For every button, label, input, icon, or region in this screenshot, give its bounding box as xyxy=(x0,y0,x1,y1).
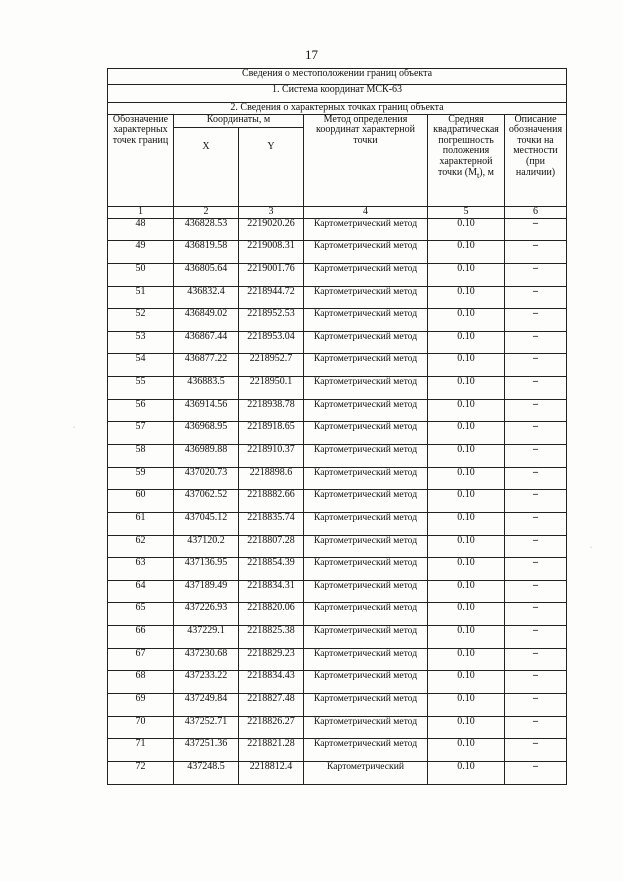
description-cell: – xyxy=(505,535,567,558)
accuracy-cell: 0.10 xyxy=(428,648,505,671)
table-row xyxy=(108,648,567,671)
method-cell: Картометрический метод xyxy=(304,399,428,422)
point-number-cell: 52 xyxy=(108,309,174,332)
y-coordinate-cell: 2218952.7 xyxy=(239,354,304,377)
x-coordinate-cell: 436867.44 xyxy=(174,331,239,354)
x-coordinate-cell: 437045.12 xyxy=(174,512,239,535)
method-cell: Картометрический метод xyxy=(304,377,428,400)
method-cell: Картометрический метод xyxy=(304,580,428,603)
x-coordinate-cell: 437230.68 xyxy=(174,648,239,671)
point-number-cell: 54 xyxy=(108,354,174,377)
point-number-cell: 65 xyxy=(108,603,174,626)
page-number: 17 xyxy=(305,47,318,62)
points-section-title: 2. Сведения о характерных точках границ объекта xyxy=(108,103,567,115)
description-cell: – xyxy=(505,286,567,309)
method-cell: Картометрический метод xyxy=(304,218,428,241)
point-number-cell: 67 xyxy=(108,648,174,671)
y-coordinate-cell: 2218898.6 xyxy=(239,467,304,490)
accuracy-cell: 0.10 xyxy=(428,377,505,400)
accuracy-cell: 0.10 xyxy=(428,241,505,264)
x-coordinate-cell: 437249.84 xyxy=(174,694,239,717)
point-number-cell: 50 xyxy=(108,263,174,286)
point-number-cell: 62 xyxy=(108,535,174,558)
table-row xyxy=(108,218,567,241)
y-coordinate-cell: 2218834.31 xyxy=(239,580,304,603)
x-coordinate-cell: 436819.58 xyxy=(174,241,239,264)
method-cell: Картометрический xyxy=(304,761,428,784)
header-accuracy: Средняя квадратическая погрешность положения характерной точки $(M_t)$, м xyxy=(428,114,505,206)
accuracy-cell: 0.10 xyxy=(428,490,505,513)
table-row xyxy=(108,399,567,422)
description-cell: – xyxy=(505,580,567,603)
accuracy-cell: 0.10 xyxy=(428,716,505,739)
header-y: Y xyxy=(239,127,304,206)
accuracy-cell: 0.10 xyxy=(428,331,505,354)
boundary-points-table xyxy=(107,68,567,785)
table-row xyxy=(108,671,567,694)
description-cell: – xyxy=(505,671,567,694)
x-coordinate-cell: 437248.5 xyxy=(174,761,239,784)
x-coordinate-cell: 436805.64 xyxy=(174,263,239,286)
x-coordinate-cell: 437120.2 xyxy=(174,535,239,558)
accuracy-cell: 0.10 xyxy=(428,263,505,286)
method-cell: Картометрический метод xyxy=(304,671,428,694)
accuracy-cell: 0.10 xyxy=(428,445,505,468)
coord-system-label: 1. Система координат МСК-63 xyxy=(108,85,567,103)
x-coordinate-cell: 436828.53 xyxy=(174,218,239,241)
x-coordinate-cell: 436968.95 xyxy=(174,422,239,445)
y-coordinate-cell: 2218950.1 xyxy=(239,377,304,400)
method-cell: Картометрический метод xyxy=(304,512,428,535)
accuracy-cell: 0.10 xyxy=(428,761,505,784)
y-coordinate-cell: 2219008.31 xyxy=(239,241,304,264)
header-coords: Координаты, м xyxy=(174,114,304,127)
point-number-cell: 53 xyxy=(108,331,174,354)
table-row xyxy=(108,761,567,784)
accuracy-cell: 0.10 xyxy=(428,694,505,717)
column-number: 2 xyxy=(174,206,239,218)
column-number: 6 xyxy=(505,206,567,218)
table-row xyxy=(108,241,567,264)
point-number-cell: 56 xyxy=(108,399,174,422)
method-cell: Картометрический метод xyxy=(304,467,428,490)
table-row xyxy=(108,286,567,309)
point-number-cell: 68 xyxy=(108,671,174,694)
description-cell: – xyxy=(505,648,567,671)
description-cell: – xyxy=(505,445,567,468)
point-number-cell: 57 xyxy=(108,422,174,445)
description-cell: – xyxy=(505,263,567,286)
description-cell: – xyxy=(505,558,567,581)
table-row xyxy=(108,535,567,558)
method-cell: Картометрический метод xyxy=(304,739,428,762)
y-coordinate-cell: 2218820.06 xyxy=(239,603,304,626)
accuracy-cell: 0.10 xyxy=(428,558,505,581)
point-number-cell: 55 xyxy=(108,377,174,400)
table-row xyxy=(108,694,567,717)
accuracy-cell: 0.10 xyxy=(428,467,505,490)
column-number: 3 xyxy=(239,206,304,218)
y-coordinate-cell: 2218938.78 xyxy=(239,399,304,422)
method-cell: Картометрический метод xyxy=(304,241,428,264)
point-number-cell: 48 xyxy=(108,218,174,241)
x-coordinate-cell: 437189.49 xyxy=(174,580,239,603)
x-coordinate-cell: 436914.56 xyxy=(174,399,239,422)
table-row xyxy=(108,377,567,400)
description-cell: – xyxy=(505,761,567,784)
description-cell: – xyxy=(505,467,567,490)
table-row xyxy=(108,558,567,581)
scan-speck: · xyxy=(73,425,75,431)
method-cell: Картометрический метод xyxy=(304,445,428,468)
header-method: Метод определения координат характерной точки xyxy=(304,114,428,206)
y-coordinate-cell: 2218918.65 xyxy=(239,422,304,445)
x-coordinate-cell: 437252.71 xyxy=(174,716,239,739)
description-cell: – xyxy=(505,218,567,241)
point-number-cell: 63 xyxy=(108,558,174,581)
accuracy-cell: 0.10 xyxy=(428,603,505,626)
description-cell: – xyxy=(505,626,567,649)
x-coordinate-cell: 436883.5 xyxy=(174,377,239,400)
x-coordinate-cell: 437136.95 xyxy=(174,558,239,581)
table-row xyxy=(108,490,567,513)
description-cell: – xyxy=(505,694,567,717)
header-x: X xyxy=(174,127,239,206)
column-number: 5 xyxy=(428,206,505,218)
x-coordinate-cell: 436877.22 xyxy=(174,354,239,377)
method-cell: Картометрический метод xyxy=(304,558,428,581)
method-cell: Картометрический метод xyxy=(304,286,428,309)
point-number-cell: 64 xyxy=(108,580,174,603)
y-coordinate-cell: 2218807.28 xyxy=(239,535,304,558)
x-coordinate-cell: 437020.73 xyxy=(174,467,239,490)
table-row xyxy=(108,422,567,445)
table-row xyxy=(108,467,567,490)
y-coordinate-cell: 2218825.38 xyxy=(239,626,304,649)
table-row xyxy=(108,445,567,468)
y-coordinate-cell: 2218953.04 xyxy=(239,331,304,354)
point-number-cell: 49 xyxy=(108,241,174,264)
method-cell: Картометрический метод xyxy=(304,263,428,286)
accuracy-cell: 0.10 xyxy=(428,512,505,535)
scan-speck: · xyxy=(590,545,592,551)
method-cell: Картометрический метод xyxy=(304,535,428,558)
x-coordinate-cell: 437233.22 xyxy=(174,671,239,694)
y-coordinate-cell: 2219020.26 xyxy=(239,218,304,241)
accuracy-cell: 0.10 xyxy=(428,286,505,309)
point-number-cell: 61 xyxy=(108,512,174,535)
y-coordinate-cell: 2218835.74 xyxy=(239,512,304,535)
method-cell: Картометрический метод xyxy=(304,626,428,649)
method-cell: Картометрический метод xyxy=(304,331,428,354)
table-row xyxy=(108,603,567,626)
y-coordinate-cell: 2218821.28 xyxy=(239,739,304,762)
y-coordinate-cell: 2218812.4 xyxy=(239,761,304,784)
description-cell: – xyxy=(505,739,567,762)
method-cell: Картометрический метод xyxy=(304,422,428,445)
description-cell: – xyxy=(505,309,567,332)
point-number-cell: 60 xyxy=(108,490,174,513)
table-row xyxy=(108,626,567,649)
x-coordinate-cell: 436849.02 xyxy=(174,309,239,332)
x-coordinate-cell: 437062.52 xyxy=(174,490,239,513)
y-coordinate-cell: 2218944.72 xyxy=(239,286,304,309)
method-cell: Картометрический метод xyxy=(304,694,428,717)
y-coordinate-cell: 2218826.27 xyxy=(239,716,304,739)
method-cell: Картометрический метод xyxy=(304,716,428,739)
table-caption: Сведения о местоположении границ объекта xyxy=(108,69,567,85)
table-row xyxy=(108,739,567,762)
accuracy-cell: 0.10 xyxy=(428,739,505,762)
table-row xyxy=(108,716,567,739)
point-number-cell: 71 xyxy=(108,739,174,762)
y-coordinate-cell: 2218882.66 xyxy=(239,490,304,513)
description-cell: – xyxy=(505,377,567,400)
y-coordinate-cell: 2218829.23 xyxy=(239,648,304,671)
accuracy-cell: 0.10 xyxy=(428,399,505,422)
x-coordinate-cell: 436832.4 xyxy=(174,286,239,309)
y-coordinate-cell: 2218834.43 xyxy=(239,671,304,694)
accuracy-cell: 0.10 xyxy=(428,354,505,377)
accuracy-cell: 0.10 xyxy=(428,626,505,649)
description-cell: – xyxy=(505,422,567,445)
x-coordinate-cell: 436989.88 xyxy=(174,445,239,468)
description-cell: – xyxy=(505,716,567,739)
accuracy-cell: 0.10 xyxy=(428,309,505,332)
point-number-cell: 70 xyxy=(108,716,174,739)
header-point: Обозначение характерных точек границ xyxy=(108,114,174,206)
method-cell: Картометрический метод xyxy=(304,354,428,377)
description-cell: – xyxy=(505,331,567,354)
x-coordinate-cell: 437251.36 xyxy=(174,739,239,762)
accuracy-cell: 0.10 xyxy=(428,218,505,241)
accuracy-cell: 0.10 xyxy=(428,671,505,694)
point-number-cell: 69 xyxy=(108,694,174,717)
point-number-cell: 58 xyxy=(108,445,174,468)
method-cell: Картометрический метод xyxy=(304,648,428,671)
method-cell: Картометрический метод xyxy=(304,603,428,626)
method-cell: Картометрический метод xyxy=(304,490,428,513)
description-cell: – xyxy=(505,354,567,377)
description-cell: – xyxy=(505,603,567,626)
description-cell: – xyxy=(505,512,567,535)
x-coordinate-cell: 437229.1 xyxy=(174,626,239,649)
description-cell: – xyxy=(505,399,567,422)
table-row xyxy=(108,580,567,603)
table-row xyxy=(108,512,567,535)
y-coordinate-cell: 2218854.39 xyxy=(239,558,304,581)
y-coordinate-cell: 2218910.37 xyxy=(239,445,304,468)
point-number-cell: 59 xyxy=(108,467,174,490)
column-number: 1 xyxy=(108,206,174,218)
accuracy-cell: 0.10 xyxy=(428,580,505,603)
column-number: 4 xyxy=(304,206,428,218)
table-row xyxy=(108,309,567,332)
y-coordinate-cell: 2219001.76 xyxy=(239,263,304,286)
description-cell: – xyxy=(505,241,567,264)
point-number-cell: 51 xyxy=(108,286,174,309)
header-description: Описание обозначения точки на местности (при наличии) xyxy=(505,114,567,206)
y-coordinate-cell: 2218827.48 xyxy=(239,694,304,717)
accuracy-cell: 0.10 xyxy=(428,422,505,445)
table-row xyxy=(108,331,567,354)
x-coordinate-cell: 437226.93 xyxy=(174,603,239,626)
method-cell: Картометрический метод xyxy=(304,309,428,332)
point-number-cell: 66 xyxy=(108,626,174,649)
point-number-cell: 72 xyxy=(108,761,174,784)
y-coordinate-cell: 2218952.53 xyxy=(239,309,304,332)
description-cell: – xyxy=(505,490,567,513)
accuracy-cell: 0.10 xyxy=(428,535,505,558)
table-row xyxy=(108,263,567,286)
table-row xyxy=(108,354,567,377)
